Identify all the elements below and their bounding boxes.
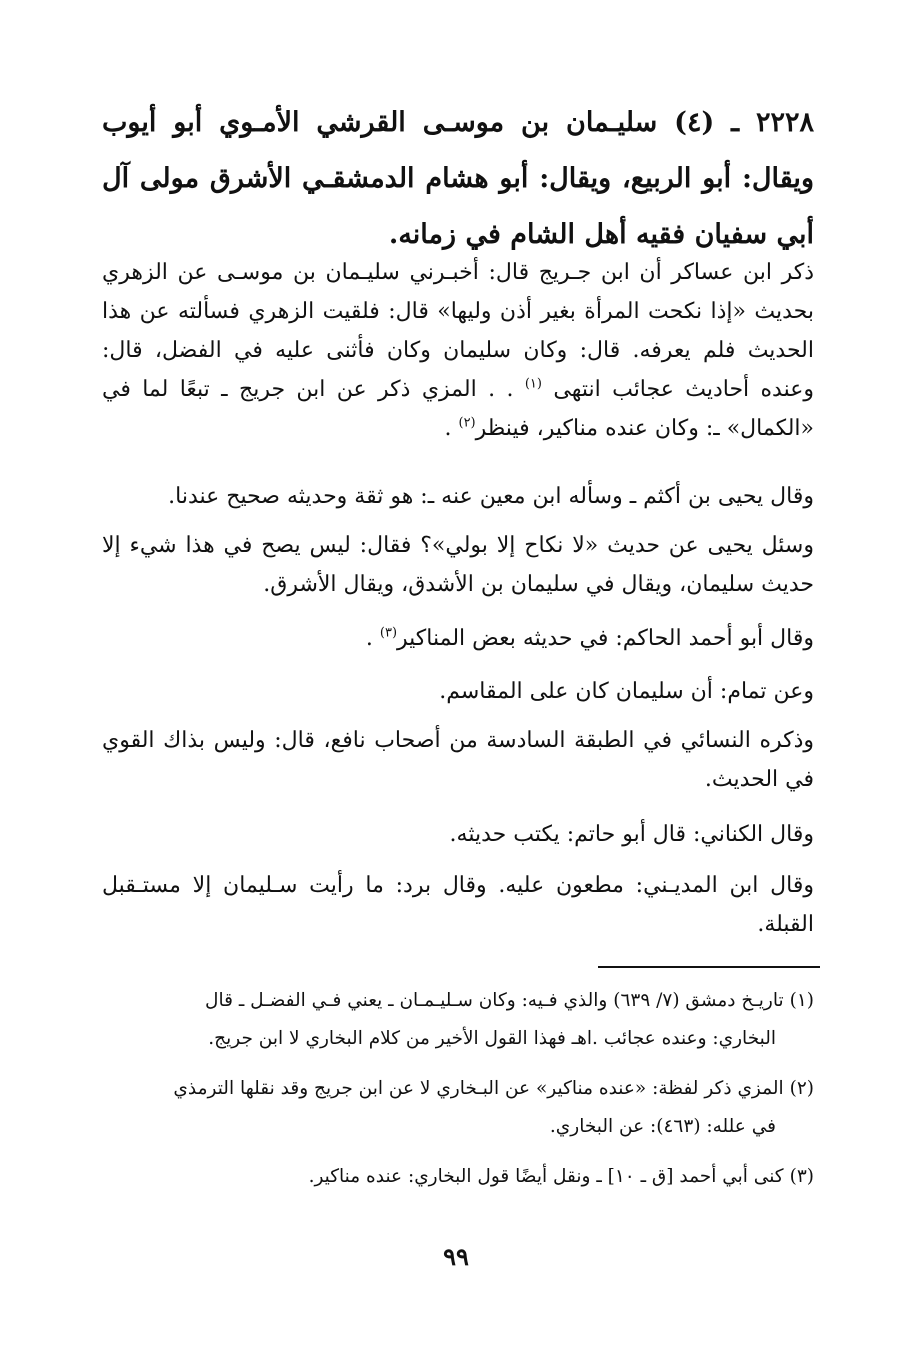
page-number: ٩٩	[443, 1242, 469, 1271]
footnote-ref-1: (١)	[524, 376, 542, 392]
footnote-ref-3: (٣)	[379, 625, 398, 641]
paragraph-ibn-asakir	[102, 253, 814, 448]
footnote-text: في علله: (٤٦٣): عن البخاري.	[549, 1116, 776, 1137]
paragraph-tammam: وعن تمام: أن سليمان كان على المقاسم.	[439, 679, 814, 704]
paragraph-ibn-madini: وقال ابن المديـني: مطعون عليه. وقال برد: ما رأيت سـليمان إلا مستـقبل القبلة.	[102, 873, 814, 937]
paragraph-nasai: وذكره النسائي في الطبقة السادسة من أصحاب نافع، قال: وليس بذاك القوي في الحديث.	[102, 728, 814, 792]
footnote-2	[102, 1070, 814, 1146]
footnote-number: (٣)	[789, 1166, 814, 1187]
paragraph-kinani: وقال الكناني: قال أبو حاتم: يكتب حديثه.	[449, 822, 814, 847]
entry-heading: ٢٢٢٨ ـ (٤) سليـمان بن موسـى القرشي الأمـوي أبو أيوب ويقال: أبو الربيع، ويقال: أبو هشام الدمشقـي الأشرق مولى آل أبي سفيان فقيه أهل الشام في زمانه.	[102, 107, 814, 250]
footnote-text: كنى أبي أحمد [ق ـ ١٠] ـ ونقل أيضًا قول البخاري: عنده مناكير.	[308, 1166, 784, 1187]
paragraph-hakim	[102, 619, 814, 658]
footnote-3	[102, 1158, 814, 1196]
footnote-text: تاريـخ دمشق (٧/ ٦٣٩) والذي فـيه: وكان سـليـمـان ـ يعني فـي الفضـل ـ قال	[205, 990, 784, 1011]
footnote-1	[102, 982, 814, 1058]
footnote-text: البخاري: وعنده عجائب .اهـ فهذا القول الأخير من كلام البخاري لا ابن جريج.	[208, 1028, 776, 1049]
footnote-ref-2: (٢)	[458, 415, 476, 431]
footnote-number: (١)	[789, 990, 814, 1011]
paragraph-yahya-aktham: وقال يحيى بن أكثم ـ وسأله ابن معين عنه ـ: هو ثقة وحديثه صحيح عندنا.	[168, 484, 814, 509]
paragraph-text: .	[444, 416, 452, 441]
footnote-text: المزي ذكر لفظة: «عنده مناكير» عن البـخاري لا عن ابن جريج وقد نقلها الترمذي	[173, 1078, 784, 1099]
footnote-divider	[598, 966, 820, 968]
paragraph-text: . . المزي ذكر عن ابن جريج ـ تبعًا لما في «الكمال» ـ: وكان عنده مناكير، فينظر	[102, 377, 814, 441]
paragraph-text: وقال أبو أحمد الحاكم: في حديثه بعض المناكير	[397, 626, 814, 651]
paragraph-text: ذكر ابن عساكر أن ابن جـريج قال: أخبـرني سليـمان بن موسـى عن الزهري بحديث «إذا نكحت المرأة بغير أذن وليها» قال: فلقيت الزهري فسألته عن هذا الحديث فلم يعرفه. قال: وكان سليمان وكان فأثنى عليه في الفضل، قال: وعنده أحاديث عجائب انتهى	[102, 260, 814, 402]
footnote-number: (٢)	[789, 1078, 814, 1099]
paragraph-la-nikah: وسئل يحيى عن حديث «لا نكاح إلا بولي»؟ فقال: ليس يصح في هذا شيء إلا حديث سليمان، ويقال في سليمان بن الأشدق، ويقال الأشرق.	[102, 533, 814, 597]
paragraph-text: .	[365, 626, 373, 651]
